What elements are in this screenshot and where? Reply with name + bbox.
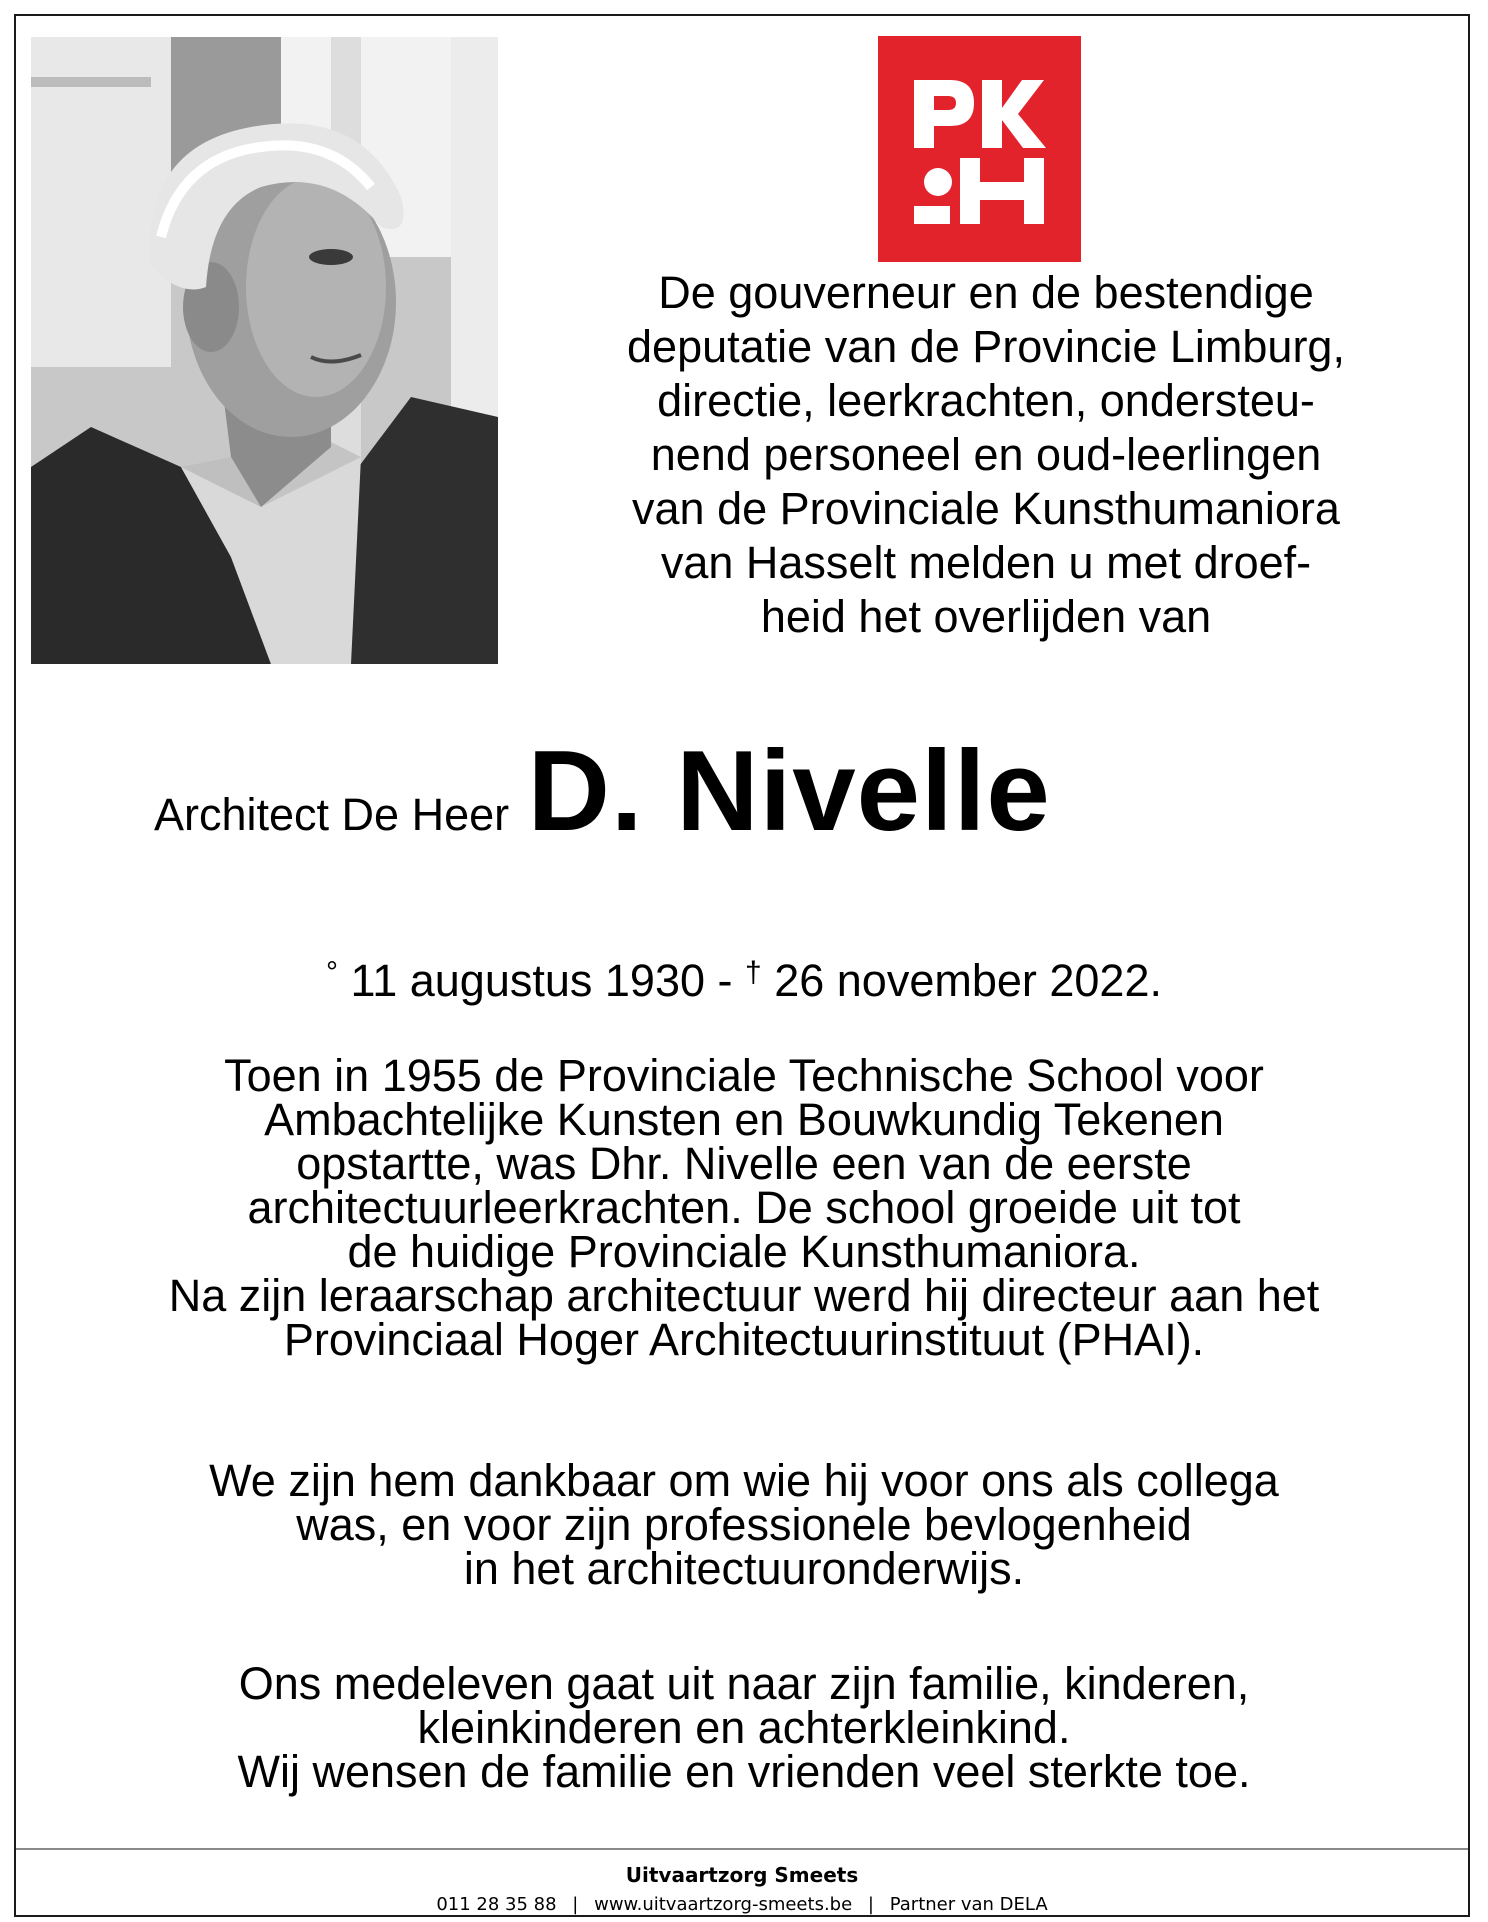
death-symbol: † xyxy=(745,956,762,989)
obituary-card xyxy=(14,14,1470,1917)
paragraph-line: We zijn hem dankbaar om wie hij voor ons als collega xyxy=(209,1455,1279,1506)
intro-line: van Hasselt melden u met droef- xyxy=(660,537,1312,588)
announcement-intro xyxy=(516,266,1456,644)
life-dates xyxy=(16,946,1472,1008)
deceased-name-line xyxy=(154,726,1051,855)
portrait-photo xyxy=(31,37,498,664)
paragraph-line: Ambachtelijke Kunsten en Bouwkundig Tekenen xyxy=(264,1094,1224,1145)
footer-divider xyxy=(16,1848,1468,1850)
intro-line: van de Provinciale Kunsthumaniora xyxy=(632,483,1340,534)
paragraph-line: architectuurleerkrachten. De school groeide uit tot xyxy=(247,1182,1241,1233)
birth-symbol: ° xyxy=(326,956,339,989)
pkh-logo xyxy=(878,36,1081,262)
intro-line: heid het overlijden van xyxy=(760,591,1212,642)
footer-phone: 011 28 35 88 xyxy=(436,1894,557,1915)
paragraph-line: de huidige Provinciale Kunsthumaniora. xyxy=(347,1226,1141,1277)
footer-separator: | xyxy=(867,1894,874,1915)
deceased-name: D. Nivelle xyxy=(527,728,1051,855)
paragraph-career xyxy=(16,1050,1472,1365)
intro-line: nend personeel en oud-leerlingen xyxy=(650,429,1322,480)
footer-separator: | xyxy=(572,1894,579,1915)
paragraph-line: Provinciaal Hoger Architectuurinstituut (PHAI). xyxy=(283,1314,1205,1365)
paragraph-line: in het architectuuronderwijs. xyxy=(463,1543,1025,1594)
intro-line: De gouverneur en de bestendige xyxy=(658,267,1314,318)
paragraph-line: opstartte, was Dhr. Nivelle een van de eerste xyxy=(296,1138,1192,1189)
paragraph-line: Na zijn leraarschap architectuur werd hij directeur aan het xyxy=(168,1270,1320,1321)
paragraph-gratitude xyxy=(16,1455,1472,1594)
paragraph-condolences xyxy=(16,1658,1472,1797)
funeral-home-contact xyxy=(16,1893,1468,1917)
paragraph-line: was, en voor zijn professionele bevlogenheid xyxy=(296,1499,1192,1550)
paragraph-line: Ons medeleven gaat uit naar zijn familie, kinderen, xyxy=(238,1658,1250,1709)
intro-line: deputatie van de Provincie Limburg, xyxy=(627,321,1345,372)
paragraph-line: Toen in 1955 de Provinciale Technische School voor xyxy=(224,1050,1264,1101)
paragraph-line: Wij wensen de familie en vrienden veel sterkte toe. xyxy=(237,1746,1251,1797)
birth-date: 11 augustus 1930 - xyxy=(350,955,733,1006)
footer-partner: Partner van DELA xyxy=(889,1894,1048,1915)
paragraph-line: kleinkinderen en achterkleinkind. xyxy=(417,1702,1071,1753)
death-date: 26 november 2022. xyxy=(774,955,1162,1006)
funeral-home-name: Uitvaartzorg Smeets xyxy=(625,1863,859,1887)
intro-line: directie, leerkrachten, ondersteu- xyxy=(657,375,1315,426)
footer-website[interactable]: www.uitvaartzorg-smeets.be xyxy=(594,1894,853,1915)
name-prefix: Architect De Heer xyxy=(154,789,510,840)
